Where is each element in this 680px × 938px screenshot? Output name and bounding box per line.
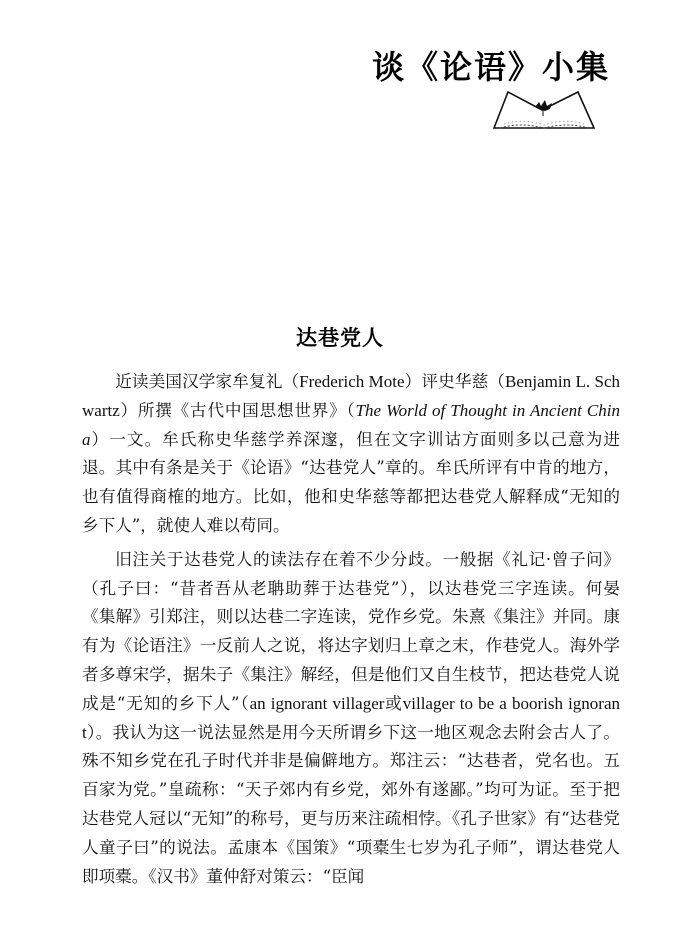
paragraph: 近读美国汉学家牟复礼（Frederich Mote）评史华慈（Benjamin L. Schwartz）所撰《古代中国思想世界》（The World of Thought in Ancient China）一文。牟氏称史华慈学养深邃，但在文字训诂方面则多以己意为进退。其中有条是关于《论语》“达巷党人”章的。牟氏所评有中肯的地方，也有值得商榷的地方。比如，他和史华慈等都把达巷党人解释成“无知的乡下人”，就使人难以苟同。 <box>82 372 621 535</box>
page-header <box>310 40 610 140</box>
open-book-leaf-icon <box>490 88 598 130</box>
section-title: 达巷党人 <box>296 326 384 350</box>
article-body <box>82 368 620 891</box>
book-title: 谈《论语》小集 <box>371 48 610 86</box>
paragraph: 旧注关于达巷党人的读法存在着不少分歧。一般据《礼记·曾子问》（孔子曰：“昔者吾从老聃助葬于达巷党”），以达巷党三字连读。何晏《集解》引郑注，则以达巷二字连读，党作乡党。朱熹《集注》并同。康有为《论语注》一反前人之说，将达字划归上章之末，作巷党人。海外学者多尊宋学，据朱子《集注》解经，但是他们又自生枝节，把达巷党人说成是“无知的乡下人”（an ignorant villager或villager to be a boorish ignorant）。我认为这一说法显然是用今天所谓乡下这一地区观念去附会古人了。殊不知乡党在孔子时代并非是偏僻地方。郑注云：“达巷者，党名也。五百家为党。”皇疏称：“天子郊内有乡党，郊外有遂鄙。”均可为证。至于把达巷党人冠以“无知”的称号，更与历来注疏相悖。《孔子世家》有“达巷党人童子曰”的说法。孟康本《国策》“项橐生七岁为孔子师”，谓达巷党人即项橐。《汉书》董仲舒对策云：“臣闻 <box>82 549 621 886</box>
